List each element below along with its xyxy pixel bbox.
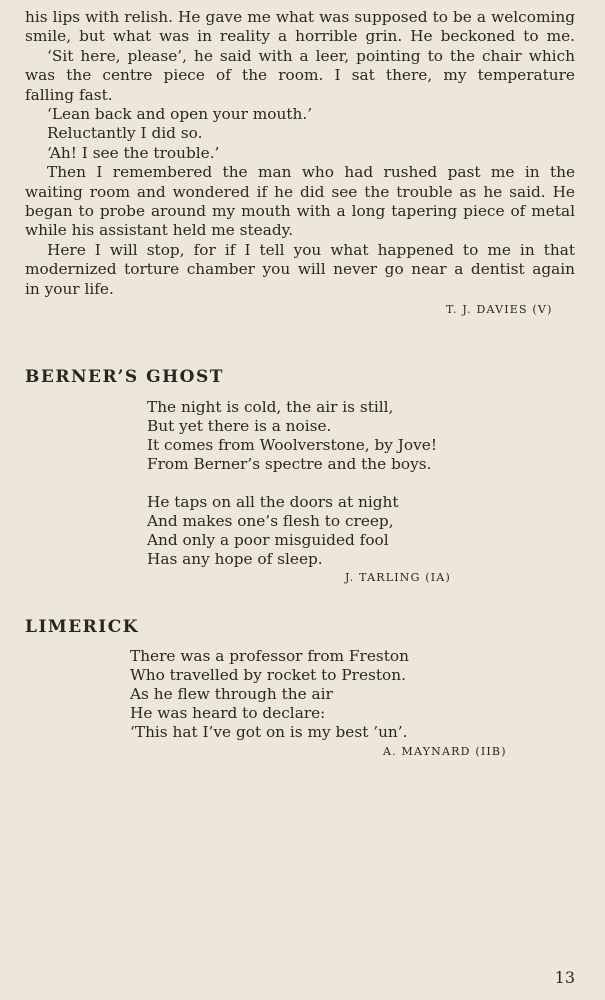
story-line: ‘Lean back and open your mouth.’ xyxy=(47,105,313,124)
poem-line: As he flew through the air xyxy=(130,685,333,703)
poem-line: He taps on all the doors at night xyxy=(147,493,399,511)
limerick-title: LIMERICK xyxy=(25,617,140,637)
limerick-author: A. MAYNARD (IIB) xyxy=(383,745,507,758)
page-number: 13 xyxy=(554,968,575,987)
poem-line: Has any hope of sleep. xyxy=(147,550,323,568)
limerick-poem xyxy=(130,647,409,742)
ghost-poem xyxy=(147,398,437,588)
story-line: Then I remembered the man who had rushed past me in the xyxy=(47,163,575,182)
story-author: T. J. DAVIES (V) xyxy=(446,303,553,316)
poem-line: It comes from Woolverstone, by Jove! xyxy=(147,436,437,454)
story-line: Reluctantly I did so. xyxy=(47,124,203,143)
story-line: was the centre piece of the room. I sat there, my temperature xyxy=(25,66,575,85)
story-line: his lips with relish. He gave me what was supposed to be a welcoming xyxy=(25,8,575,26)
story-line: waiting room and wondered if he did see the trouble as he said. He xyxy=(25,182,575,201)
poem-line: From Berner’s spectre and the boys. xyxy=(147,455,432,473)
story-line: Here I will stop, for if I tell you what happened to me in that xyxy=(47,240,575,259)
story-line: modernized torture chamber you will never go near a dentist again xyxy=(25,260,575,279)
poem-line: ‘This hat I’ve got on is my best ’un’. xyxy=(130,723,408,741)
poem-line: The night is cold, the air is still, xyxy=(147,398,394,416)
poem-line: There was a professor from Freston xyxy=(130,647,409,665)
ghost-stanza-1 xyxy=(147,398,437,474)
poem-line: But yet there is a noise. xyxy=(147,417,332,435)
poem-line: Who travelled by rocket to Preston. xyxy=(130,666,406,684)
story-text xyxy=(25,8,575,299)
ghost-stanza-2 xyxy=(147,493,437,569)
story-line: ‘Sit here, please’, he said with a leer, pointing to the chair which xyxy=(47,46,575,65)
poem-line: And only a poor misguided fool xyxy=(147,531,389,549)
story-line: in your life. xyxy=(25,279,114,298)
ghost-author: J. TARLING (IA) xyxy=(345,571,451,584)
story-line: ‘Ah! I see the trouble.’ xyxy=(47,143,220,162)
story-line: while his assistant held me steady. xyxy=(25,221,294,240)
poem-line: And makes one’s flesh to creep, xyxy=(147,512,394,530)
poem-line: He was heard to declare: xyxy=(130,704,326,722)
story-line: began to probe around my mouth with a long tapering piece of metal xyxy=(25,202,575,221)
ghost-title: BERNER’S GHOST xyxy=(25,367,224,387)
story-line: falling fast. xyxy=(25,85,113,104)
story-line: smile, but what was in reality a horrible grin. He beckoned to me. xyxy=(25,27,575,46)
